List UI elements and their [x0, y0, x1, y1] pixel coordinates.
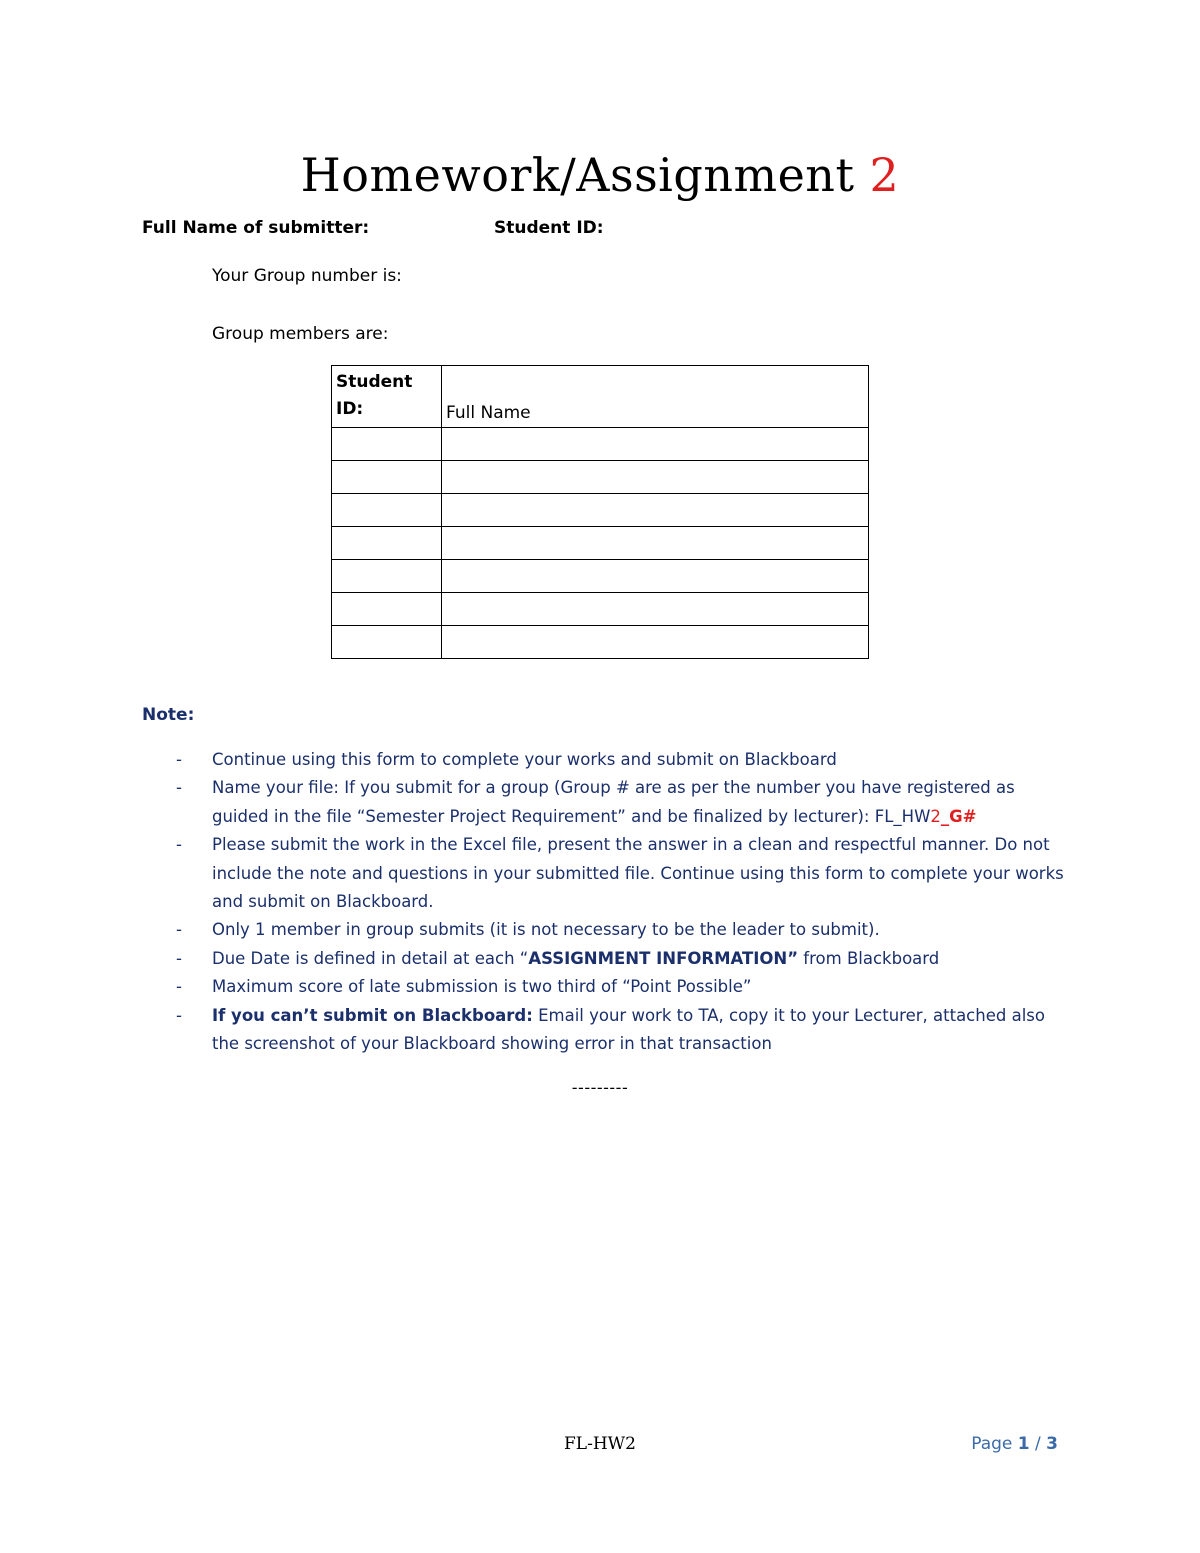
footer-page-total: 3 [1046, 1434, 1058, 1454]
list-item [174, 973, 1074, 1001]
note-item-2 [212, 778, 1015, 825]
list-item [174, 945, 1074, 973]
page-title [0, 148, 1200, 202]
note-item-5-b: ASSIGNMENT INFORMATION” [528, 948, 799, 968]
title-number: 2 [869, 148, 900, 202]
list-dash: - [176, 778, 182, 798]
note-item-2-number: 2 [930, 806, 941, 826]
table-cell-id[interactable] [332, 461, 442, 494]
list-item [174, 831, 1074, 916]
note-item-5-c: from Blackboard [798, 948, 940, 968]
note-item-1: Continue using this form to complete your works and submit on Blackboard [212, 750, 837, 769]
note-item-4: Only 1 member in group submits (it is not necessary to be the leader to submit). [212, 920, 880, 940]
title-text: Homework/Assignment [300, 148, 870, 202]
footer-page-label: Page [971, 1434, 1018, 1454]
note-item-7 [212, 1006, 1045, 1053]
table-row [332, 560, 869, 593]
table-cell-name[interactable] [442, 461, 869, 494]
note-item-7-a: If you can’t submit on Blackboard: [212, 1005, 533, 1025]
note-item-6: Maximum score of late submission is two third of “Point Possible” [212, 977, 752, 997]
group-members-line: Group members are: [212, 324, 389, 344]
members-table [331, 365, 869, 659]
table-row [332, 626, 869, 659]
table-row [332, 461, 869, 494]
footer-page-sep: / [1029, 1434, 1047, 1454]
list-dash: - [176, 835, 182, 855]
table-cell-id[interactable] [332, 428, 442, 461]
note-item-7-b: Email your work to TA, copy it to your Lecturer, attached also the screenshot of your Blackboard showing error in that transaction [212, 1005, 1045, 1054]
list-item [174, 746, 1074, 774]
header-full-name: Full Name [442, 366, 869, 428]
note-item-2-suffix: _G# [940, 806, 977, 826]
table-row [332, 428, 869, 461]
footer-doc-code: FL-HW2 [564, 1434, 636, 1454]
table-cell-id[interactable] [332, 593, 442, 626]
student-id-label: Student ID: [494, 218, 604, 238]
table-cell-name[interactable] [442, 428, 869, 461]
list-dash: - [176, 750, 182, 769]
table-cell-id[interactable] [332, 494, 442, 527]
note-item-5 [212, 949, 939, 968]
table-cell-id[interactable] [332, 626, 442, 659]
notes-list [174, 746, 1074, 1058]
full-name-label: Full Name of submitter: [142, 218, 370, 238]
table-cell-name[interactable] [442, 527, 869, 560]
divider-line: --------- [571, 1078, 629, 1097]
table-row [332, 494, 869, 527]
list-dash: - [176, 948, 182, 968]
header-student-id [332, 366, 442, 428]
table-header-row [332, 366, 869, 428]
header-student-id-line1: Student [336, 372, 413, 392]
table-cell-id[interactable] [332, 560, 442, 593]
submitter-row [142, 218, 604, 238]
table-cell-id[interactable] [332, 527, 442, 560]
footer-page-number [971, 1434, 1058, 1454]
list-item [174, 1002, 1074, 1059]
footer-page-current: 1 [1017, 1434, 1030, 1454]
table-cell-name[interactable] [442, 593, 869, 626]
list-dash: - [176, 977, 182, 997]
list-item [174, 916, 1074, 944]
header-student-id-line2: ID: [336, 399, 364, 419]
table-row [332, 527, 869, 560]
note-item-3: Please submit the work in the Excel file, present the answer in a clean and respectful manner. Do not include the note and questions in your submitted file. Continue using this form to complete your works and submit on Blackboard. [212, 835, 1064, 912]
list-dash: - [176, 1005, 182, 1025]
note-item-2-text: Name your file: If you submit for a group (Group # are as per the number you have registered as guided in the file “Semester Project Requirement” and be finalized by lecturer): FL_HW [212, 778, 1015, 826]
group-number-line: Your Group number is: [212, 266, 402, 286]
table-cell-name[interactable] [442, 494, 869, 527]
table-cell-name[interactable] [442, 560, 869, 593]
list-dash: - [176, 920, 182, 940]
table-cell-name[interactable] [442, 626, 869, 659]
table-row [332, 593, 869, 626]
note-label: Note: [142, 705, 195, 725]
note-item-5-a: Due Date is defined in detail at each “ [212, 948, 529, 968]
list-item [174, 774, 1074, 831]
